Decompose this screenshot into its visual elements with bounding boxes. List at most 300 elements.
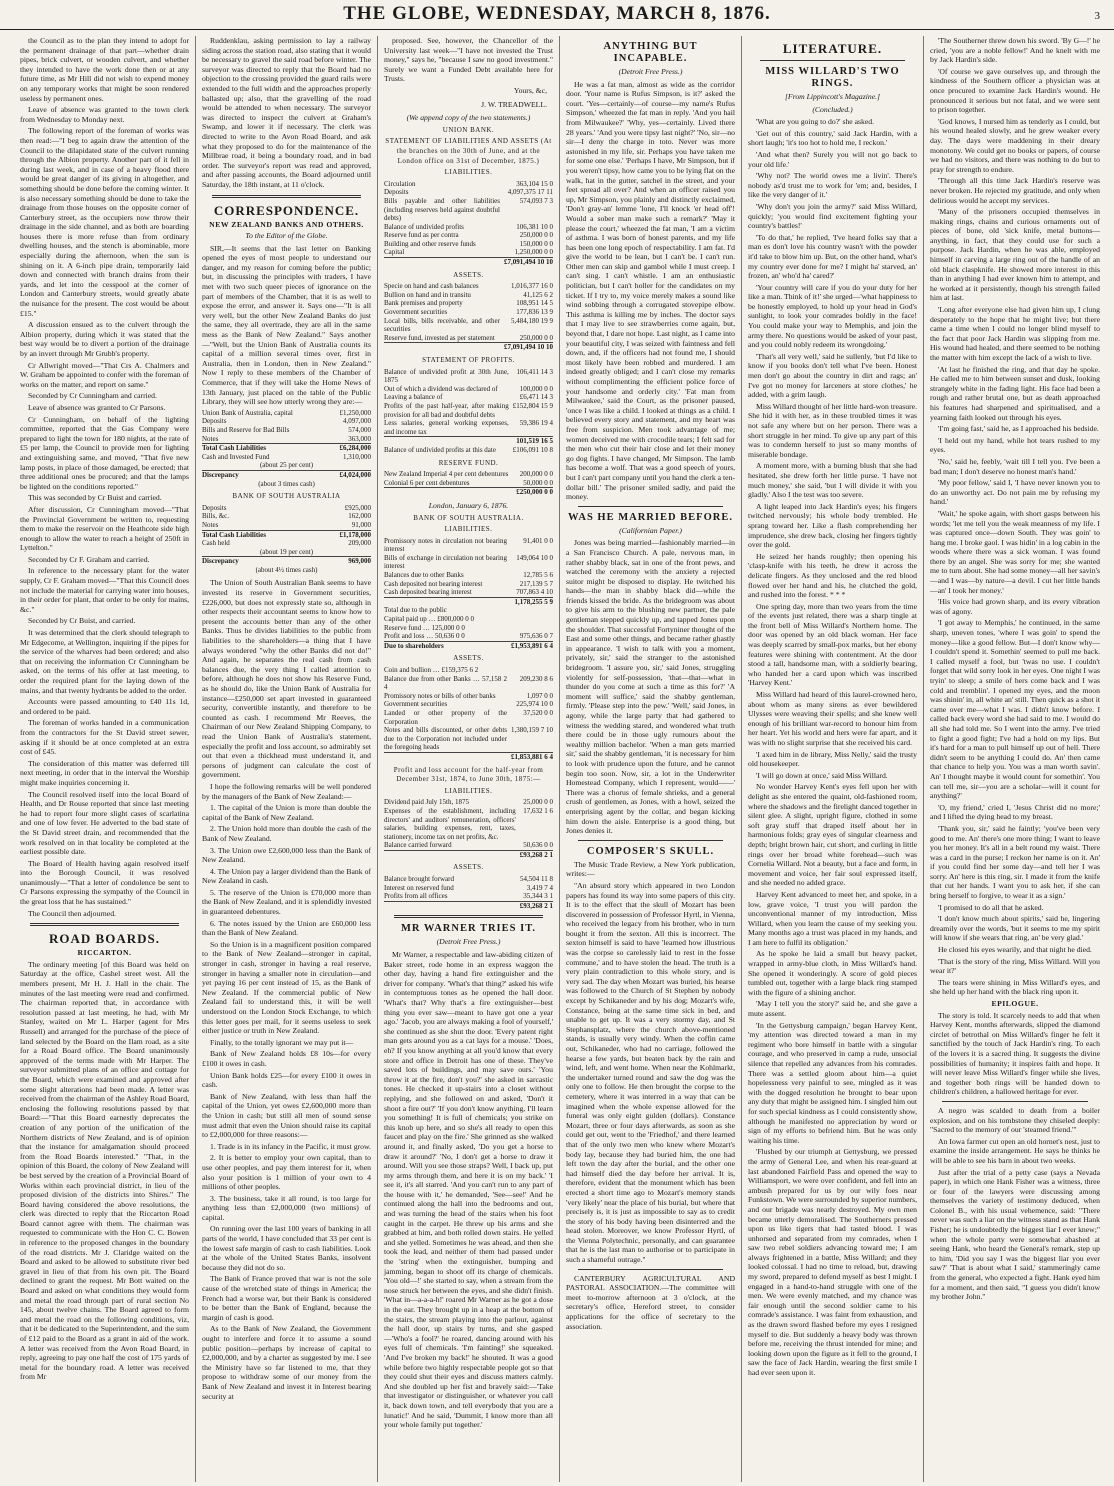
miscellany <box>930 1106 1100 1302</box>
paragraph: The consideration of this matter was deferred till next meeting, in order that in the interval the Worship might make inquiries concerning it. <box>20 758 189 787</box>
table-row <box>384 571 553 580</box>
table-cell: Balances due to other Banks <box>384 571 464 580</box>
paragraph: This was seconded by Cr Buist and carried. <box>28 493 162 503</box>
table-cell: 17,632 1 6 <box>523 806 553 815</box>
paragraph: 'No,' said he, feebly, 'wait till I tell you. I've been a bad man; I don't deserve no honest man's hand.' <box>930 456 1100 476</box>
table-note: (about 3 times cash) <box>258 479 315 488</box>
table-row <box>384 884 553 893</box>
table-note: (about 25 per cent) <box>259 461 314 470</box>
paragraph: 'I got away to Memphis,' he continued, in the same sharp, uneven tones, 'where I was goin' to spend the money—like a good fellow. But—I don't know why—I couldn't spend it. Somethin' seemed to pull me back. I called myself a fool, but 'twas no use. I couldn't forget that wild sorry look in her eyes. One night I was tryin' to sleep; a smile of hers come back and I was cold and tremblin'. I opened my eyes, and the moon was shinin' in, all white an' still. Then quick as a shot it came over me—what I was. I didn't know before. I called back every word she had said to me. I would do all she had told me. So I went into the army. I've tried to fight a good fight; I've had a hold on my lips. But it's hard for a man to pull himself up out of hell. There didn't seem to be anything I could do. An' then came that chance to help you. You was a man worth savin'. An' I thought maybe it would count for somethin'. You can tell me, sir—you are a scholar—will it count for anything?' <box>930 618 1100 801</box>
table-row <box>384 624 553 633</box>
story-source: [From Lippincott's Magazine.] <box>784 92 881 101</box>
table-cell: Notes and bills discounted, or other debts due to the Corporation not included under the foregoing heads <box>384 726 507 752</box>
table-cell: Dividend paid July 15th, 1875 <box>384 798 469 807</box>
divider <box>212 195 361 198</box>
bank-south-australia-table <box>202 504 371 575</box>
sa-profit-loss-table <box>384 798 553 859</box>
table-cell: £1,178,000 <box>311 530 371 539</box>
table-cell: 150,000 0 0 <box>519 239 553 248</box>
paragraph: 'That's all very well,' said he sullenly, 'but I'd like to know if you books don't tell what I've been. Honest men don't go about the country in dirt and rags; an' I've got no money for larceners at store clothes,' he added, with a grim laugh. <box>748 351 917 400</box>
paragraph: Accounts were passed amounting to £40 11s 1d, and ordered to be paid. <box>20 697 189 716</box>
letter-body <box>202 244 371 407</box>
union-bank-table <box>202 409 371 488</box>
paragraph: Ruddenklau, asking permission to lay a railway siding across the station road, also stating that it would be necessary to gravel the said road before winter. The surveyor was directed to reply that the Board had no objection to the crossing provided the guard rails were extended to the full width and the approaches properly ballasted up; also, that the gravelling of the road would be attended to when necessary. The surveyor was directed to inspect the culvert at Graham's Swamp, and lower it if necessary. The clerk was directed to write to the Avon Road Board, and ask what they proposed to do for the maintenance of the Millbrae road, it being a boundary road, and in bad order. The surveyor's report was read and approved, and after passing accounts, the Board adjourned until Saturday, the 18th instant, at 11 o'clock. <box>202 36 371 189</box>
paragraph: 'I axed him in de library, Miss Nelly,' said the trusty old housekeeper. <box>748 749 917 769</box>
paragraph: Miss Willard thought of her little hard-won treasure. She hid it with her, as in these troubled times it was not safe any where but on her person. There was a short struggle in her mind. To give up any part of this was to condemn herself to just so many months of miserable bondage. <box>748 401 917 459</box>
paragraph: The Bank of France proved that war is not the sole cause of the wretched state of things in America; the French had a worse war, but their Bank is considered to be better than the Bank of England, because the margin of cash is good. <box>202 1274 371 1322</box>
table-cell: Less salaries, general working expenses, and income tax <box>384 419 509 436</box>
letter-conclusion <box>384 36 553 84</box>
table-row <box>384 588 553 597</box>
table-total: £93,268 2 1 <box>494 901 553 910</box>
paragraph: As to the Bank of New Zealand, the Government ought to interfere and force it to assume a sound public position—perhaps by increase of capital to £2,000,000, and by a charter as suggested by me. I see the Ministry have so far listened to me, that they propose to withdraw some of our money from the Bank of New Zealand and invest it in Interest bearing security at <box>202 1324 371 1401</box>
table-cell: 106,411 14 3 <box>516 367 553 376</box>
table-cell: 969,000 <box>311 557 371 566</box>
paragraph: 2. The Union hold more than double the cash of the Bank of New Zealand. <box>202 824 371 843</box>
table-cell: Balance of undivided profits <box>384 222 464 231</box>
section-title-correspondence: CORRESPONDENCE. <box>213 202 360 218</box>
table-cell: Total due to the public <box>384 606 447 615</box>
table-row <box>384 700 553 709</box>
table-row <box>384 334 553 343</box>
paragraph: Jones was being married—fashionably married—in a San Francisco Church. A pale, nervous man, in rather shabby black, sat in one of the front pews, and watched the ceremony with the anxiety a rejected suitor might be disposed to display. He twitched his hands—the man in shabby black did—while the friends kissed the bride. As the bridegroom was about to give his arm to the blushing new partner, the pale gentleman stepped quickly up, and tapped Jones upon the shoulder. That successful Fortyniner thought of the East and some other things, and became rather ghastly in appearance. 'I wish to talk with you a moment, privately, sir,' said the stranger to the astonished bridegroom. 'I assure you, sir,' said Jones, struggling violently for self-possession, 'that—that—what in thunder do you come at such a time as this for?' 'A moment will suffice,' said the shabby gentleman, firmly. 'Please step into the pew.' 'Well,' said Jones, in agony, while the large party that had gathered to witness the wedding stared, and wondered what truth there could be in those ugly rumours about the wealthy million bachelor. 'When a man gets married sir,' said the shabby gentleman, 'it is necessary for him to look with prudence upon the future, and he cannot begin too soon. Now, sir, a lot in the Underwriter Homestead Company, which I represent, would——' There was a chorus of female shrieks, and a general crush of gentlemen, as Jones, with a howl, seized the enterprising agent by the collar, and began kicking him down the aisle. Enterprise is a good thing, but Jones denies it. <box>566 538 735 836</box>
paragraph: On running over the last 100 years of banking in all parts of the world, I have concluded that 33 per cent is the lowest safe margin of cash to cash liabilities. Look at the whole of the United States Banks, insolvent because they did not do so. <box>202 1224 371 1272</box>
paragraph: 'God knows, I nursed him as tenderly as I could, but his wound healed slowly, and he grew weaker every day. The days were maddening in their dreary monotony. We could get no books or papers, of course we had no visitors, and there was nothing to do but to pray for strength to endure. <box>930 116 1100 174</box>
article-source: (Detroit Free Press.) <box>436 937 501 947</box>
paragraph: 'Long after everyone else had given him up, I clung desperately to the hope that he might live; but there came a time when I could no longer blind myself to the fact that poor Jack Hardin was slipping from me. His wound had healed, and there seemed to be nothing the matter with him except the lack of a wish to live. <box>930 305 1100 362</box>
paragraph: The Union of South Australian Bank seems to have invested its reserve in Government securities, £226,000, but does not expressly state so, although in other respects their accountant seems to know how to present the accounts better than any of the other Banks. Thus he divides liabilities to the public from liabilities to the shareholders—a thing that I have always wondered "why the other Banks did not do!" And again, he separates the real cash from cash balances due, the very thing I called attention to before, although he does not show his Reserve Fund, as he should do, like the Union Bank of Australia for instance—£250,000 set apart invested in guaranteed security, convertible instantly, and therefore to be counted as cash. I recommend Mr Reeves, the Chairman of our New Zealand Shipping Company, to read the Union Bank of Australia's statement, especially the profit and loss account, so admirably set out that even a thickhead must understand it, and persons of judgment can calculate the cost of government. <box>202 578 371 780</box>
paragraph: 'To do that,' he replied, 'I've heard folks say that a man es don't love his country wasn't with the powder it'd take to blow him up. But, on the other hand, what's my country ever done for me? I might ha' starved, an' frozen, an' who'd ha' cared?' <box>748 232 917 281</box>
paragraph: A discussion ensued as to the culvert through the Albion property, during which it was stated that the best way would be to divert a portion of the drainage by an invert through Mr Grubb's property. <box>20 320 189 358</box>
table-cell: 177,836 13 9 <box>516 308 553 317</box>
paragraph: Cr Cunningham, on behalf of the lighting committee, reported that the Gas Company were prepared to light the town for 180 nights, at the rate of £5 per lamp, the Council to provide men for lighting and extinguishing same, and moved, "That five new lamp posts, in place of those damaged, be erected; that three additional ones be procured; and that the lamps be lighted on the conditions reported." <box>20 414 189 491</box>
table-cell: Profit and loss … 50,636 0 0 <box>384 632 465 641</box>
riccarton-continued <box>202 36 371 190</box>
paragraph: SIR,—It seems that the last letter on Banking opened the eyes of most people to understand our danger, and my reason for coming before the public; but, in discussing the principles with traders, I have met with two such queer pieces of ignorance on the part of members of the Chamber, that it is as well to expose the error, and answer it. Says one—"It is all very well, but the other New Zealand Banks do just the same, they all overtrade, they are all in the same mess as the Bank of New Zealand." Says another—"Well, but the Union Bank of Australia counts its capital of a million several times over, first in Australia, then in London, then in New Zealand." Now I reply to these members of the Chamber of Commerce, that if they will take the Home News of 13th January, just placed on the table of the Public Library, they will see how utterly wrong they are:— <box>202 243 371 407</box>
table-cell: 225,974 10 0 <box>516 700 553 709</box>
table-cell: 50,636 0 0 <box>523 841 553 850</box>
article-body-incapable <box>566 80 735 502</box>
table-row <box>384 709 553 726</box>
table-cell: Reserve fund as per contra <box>384 231 459 240</box>
table-cell: Deposits <box>202 417 227 426</box>
paragraph: 5. The reserve of the Union is £70,000 more than the Bank of New Zealand, and it is splendidly invested in guaranteed debentures. <box>202 887 371 917</box>
paragraph: 'His voice had grown sharp, and its every vibration was of agony. <box>930 597 1100 616</box>
paragraph: 3. The business, take it all round, is too large for anything less than £2,000,000 (two millions) of capital. <box>202 1193 371 1222</box>
union-liabilities-table <box>384 180 553 267</box>
column-3 <box>378 36 560 1482</box>
divider <box>578 1269 723 1270</box>
news-notice <box>566 1274 735 1332</box>
paragraph: 2. It is better to employ your own capital, than to use other peoples, and pay them interest for it, when also your position is 1 million of your own to 4 millions of other peoples. <box>202 1153 371 1192</box>
table-row <box>384 299 553 308</box>
paragraph: 'May I tell you the story?' said he, and she gave a mute assent. <box>748 999 917 1019</box>
table-cell: Deposits <box>202 503 227 512</box>
article-source: (Detroit Free Press.) <box>618 67 683 76</box>
paragraph: Finally, to the totally ignorant we may put it— <box>210 1037 354 1047</box>
table-heading: LIABILITIES. <box>444 525 493 534</box>
paragraph: Leave of absence was granted to Cr Parsons. <box>28 402 166 412</box>
article-title-skull: COMPOSER'S SKULL. <box>586 845 715 857</box>
table-cell: Due to shareholders <box>384 641 507 650</box>
statement-date: London, January 6, 1876. <box>428 500 509 510</box>
paragraph: 6. The notes issued by the Union are £60,000 less than the Bank of New Zealand. <box>202 918 371 938</box>
table-row <box>384 554 553 571</box>
table-row <box>202 512 371 521</box>
table-row <box>384 479 553 488</box>
table-row <box>202 417 371 426</box>
paragraph: 'Get out of this country,' said Jack Hardin, with a short laugh; 'it's too hot to hold me, I reckon.' <box>748 128 917 148</box>
paragraph: 'At last he finished the ring, and that day he spoke. He called me to him between sunset and dusk, looking strangely white in the fading light. His face had been a rough and rather brutal one, but as death approached his features had sharpened and spiritualised, and a yearning faith looked out through his eyes. <box>930 364 1100 422</box>
table-heading: ASSETS. <box>453 270 484 279</box>
table-cell: Circulation <box>384 179 416 188</box>
table-cell: Building and other reserve funds <box>384 239 476 248</box>
paragraph: 'I'm going fast,' said he, as I approached his bedside. <box>938 424 1099 434</box>
divider <box>578 840 723 841</box>
paragraph: Bank of New Zealand holds £8 10s—for every £100 it owes in cash. <box>202 1049 371 1068</box>
table-cell: £1,250,000 <box>339 408 371 417</box>
table-cell: Expenses of the establishment, including directors' and auditors' remuneration, officers' salaries, building expenses, rent, taxes, stationery, income tax on net profits, &c. <box>384 806 516 841</box>
table-cell: Notes <box>202 520 219 529</box>
table-cell: 149,064 10 0 <box>516 553 553 562</box>
table-cell: 91,000 <box>351 520 371 529</box>
table-cell: Notes <box>202 434 219 443</box>
table-cell: Promissory notes in circulation not bearing interest <box>384 536 507 554</box>
article-title-incapable: ANYTHING BUT INCAPABLE. <box>603 41 698 64</box>
table-note: (about 19 per cent) <box>259 547 314 556</box>
column-1 <box>14 36 196 1482</box>
paragraph: CANTERBURY AGRICULTURAL AND PASTORAL ASSOCIATION.—The committee will meet to-morrow afternoon at 3 o'clock, at the secretary's office, Hereford street, to consider applications for the office of secretary to the association. <box>566 1273 735 1331</box>
union-reserve-table <box>384 470 553 497</box>
table-row <box>202 504 371 513</box>
riccarton-report <box>20 960 189 1382</box>
table-cell: Cash held <box>202 539 230 548</box>
table-cell: Government securities <box>384 700 448 709</box>
paragraph: Mr Warner, a respectable and law-abiding citizen of Baker street, rode home in an express waggon the other day, having a hand fire extinguisher and the driver for company. 'What's that thing?' asked his wife in contemptuous tones as he opened the hall door. 'What's that? Why that's a fire extinguisher—best thing you ever saw—meant to have got one a year ago.' 'Jacob, you are always making a fool of yourself,' she continued as she shut the door. 'Every patent right man gets around you as a cat lays for a mouse.' 'Does, eh? If you know anything at all you'd know that every store and office in Detroit has one of these. They've saved lots of buildings, and may save ours.' 'You throw it at the fire, don't you?' she asked in sarcastic tones. He checked it up-stairs into a closet without replying, and she followed on and asked, 'Don't it shoot a fire out?' 'If you don't know anything, I'll learn you something! It is full of chemicals; you strike on this knob up here, and so she's all ready to open this faucet and play on the fire.' She grinned as she walked around it, and finally asked, 'Do you get a horse to draw it around?' 'No, I don't get a horse to draw it around. Will you see those straps? Well, I back up, put my arms through them, and here it is on my back.' 'I see it, it's all starred. 'And you can't run to any part of the house with it,' he demanded, 'See—see!' And he continued along the hall into the bedrooms and out, and was turning the head of the stairs when his foot caught in the carpet. He threw up his arms and she grabbed at him, and both rolled down stairs. He yelled and she yelled. Sometimes he was ahead, and then she took the lead, and neither of them had passed under the 'string' when the extinguisher, bumping and jamming, began to shoot off its charge of chemicals. 'You old—!' she started to say, when a stream from the nose struck her between the eyes, and she didn't finish. 'What in—a-a-a-h!' roared Mr Warner as he got a dose in the ear. They brought up in a heap at the bottom of the stairs, the stream playing into the parlour, against the hall door, up stairs by turns, and she gasped—'Who's a fool?' he roared, dancing around with his eyes full of chemicals. 'I'm fainting!' she squeaked. 'And I've broken my back!' he shouted. It was a good while before two highly respectable people got so that they could shut their eyes and discuss matters calmly. And she doubled up her fist and bravely said:—'Take that investigator or distinguisher, or whatever you call it, back down town, and tell everybody that you are a lunatic!' And he said, 'Dummit, I know more than all your whole family put together.' <box>384 950 553 1430</box>
table-cell: 162,000 <box>348 512 371 521</box>
table-cell <box>507 615 553 624</box>
paragraph: 3. The Union owe £2,600,000 less than the Bank of New Zealand. <box>202 845 371 865</box>
paragraph: The Board of Health having again resolved itself into the Borough Council, it was resolved unanimously—"That a letter of condolence be sent to Cr Parsons expressing the sympathy of the Council in the great loss that he has sustained." <box>20 858 189 907</box>
story-continuation: (Concluded.) <box>812 104 853 114</box>
table-cell: Discrepancy <box>202 557 311 566</box>
statement-title: BANK OF SOUTH AUSTRALIA. <box>413 513 524 522</box>
table-cell: £152,804 15 9 <box>512 401 553 410</box>
paragraph: 'Your country will care if you do your duty for her like a man. Think of it!' she urged—'what happiness to be honestly employed, to hold up your head in God's sunlight, to look your comrades boldly in the face! You could make your way to Memphis, and join the army there. No questions would be asked of your past, and you could nobly redeem its wrongdoing.' <box>748 282 917 350</box>
table-cell: Cash deposited bearing interest <box>384 588 472 597</box>
paragraph: 'I held out my hand, while hot tears rushed to my eyes. <box>930 435 1100 455</box>
article-source: (Californian Paper.) <box>619 525 682 535</box>
paragraph: The foreman of works handed in a communication from the contractors for the St David street sewer, asking if it should be at once completed at an extra cost of £45. <box>20 718 189 757</box>
table-heading: BANK OF SOUTH AUSTRALIA <box>232 492 341 501</box>
table-cell: 975,636 0 7 <box>519 632 553 641</box>
table-cell: 1,097 0 0 <box>526 691 553 700</box>
table-row <box>384 892 553 901</box>
table-cell: Reserve fund … 125,000 0 0 <box>384 623 465 632</box>
paragraph: One spring day, more than two years from the time of the events just related, there was a sharp tingle at the front bell of Miss Willard's Northern home. The door was opened by an old black woman. Her face was deeply scarred by small-pox marks, but her ebony features were shining with contentment. At the door stood a tall, handsome man, with a soldierly bearing, who handed her a card upon which was inscribed 'Harvey Kent.' <box>748 601 917 688</box>
sa-profit-loss-assets-table <box>384 875 553 910</box>
table-row <box>384 308 553 317</box>
table-row <box>384 675 553 692</box>
paragraph: 'I promised to do all that he asked. <box>938 902 1044 912</box>
paragraph: 1. The capital of the Union is more than double the capital of the Bank of New Zealand. <box>202 803 371 822</box>
table-cell: 363,104 15 0 <box>516 179 553 188</box>
table-row <box>384 692 553 701</box>
table-cell <box>507 666 553 675</box>
section-subtitle-riccarton: RICCARTON. <box>77 948 132 958</box>
paragraph: 'I will go down at once,' said Miss Willard. <box>756 770 888 780</box>
table-cell: 1,016,377 16 0 <box>511 282 553 291</box>
paragraph: He closed his eyes wearily, and that night he died. <box>938 945 1092 955</box>
table-row <box>384 875 553 884</box>
table-cell: £4,024,000 <box>323 470 371 479</box>
table-cell: Bills of exchange in circulation not bearing interest <box>384 553 507 571</box>
paragraph: Union Bank holds £25—for every £100 it owes in cash. <box>202 1070 371 1090</box>
table-cell: 250,000 0 0 <box>519 231 553 240</box>
table-row <box>384 317 553 334</box>
table-cell: Balance of undivided profits at this date <box>384 445 496 454</box>
section-title-literature: LITERATURE. <box>782 41 883 56</box>
paragraph: After discussion, Cr Cunningham moved—"That the Provincial Government be written to, requesting them to make the reservoir on the Heathcote side high enough to allow the water to reach a height of 250ft in Lyttelton." <box>20 504 189 553</box>
table-cell: 200,000 0 0 <box>519 470 553 479</box>
table-cell: Bills and Reserve for Bad Bills <box>202 425 290 434</box>
story-title: MISS WILLARD'S TWO RINGS. <box>765 66 900 89</box>
table-cell: Union Bank of Australia, capital <box>202 408 293 417</box>
table-row <box>384 632 553 641</box>
table-cell: 108,951 14 5 <box>516 299 553 308</box>
column-4 <box>560 36 742 1482</box>
article-title-married: WAS HE MARRIED BEFORE. <box>568 511 733 523</box>
table-row <box>384 402 553 419</box>
table-row <box>202 435 371 444</box>
table-cell: Balance carried forward <box>384 841 452 850</box>
table-cell <box>507 624 553 633</box>
table-cell: 106,381 10 0 <box>516 222 553 231</box>
table-cell: Coin and bullion … £159,375 6 2 <box>384 666 479 674</box>
table-cell: Bills, &c. <box>202 512 230 521</box>
table-row <box>384 240 553 249</box>
column-2 <box>196 36 378 1482</box>
page-number: 3 <box>1094 10 1100 22</box>
paragraph: So the Union is in a magnificent position compared to the Bank of New Zealand—stronger in capital, stronger in cash, stronger in having a real reserve, stronger in having a smaller note in circulation—and yet paying 16 per cent instead of 15, as the Bank of New Zealand. If the commercial public of New Zealand fail to understand this, it will be well understood on the London Stock Exchange, to which this letter goes per mail, for it seems useless to seek either justice or truth in New Zealand. <box>202 939 371 1036</box>
table-total: 1,178,255 5 9 <box>507 597 553 606</box>
paragraph: 1. Trade is in its infancy in the Pacific, it must grow. <box>210 1141 371 1151</box>
paragraph: The following report of the foreman of works was then read:—"I beg to again draw the attention of the Council to the dilapidated state of the culvert running through the Albion property. Another part of it fell in during last week, and in case of a heavy flood there would be great danger of its giving in altogether, and something should be done before the coming winter. It is also necessary something should be done to take the drainage from those houses on the opposite corner of Canterbury street, as the occupiers now throw their drainage in the side channel, and as both are boarding houses there is more refuse than from ordinary dwelling houses, and the stench is abominable, more especially during the afternoon, when the sun is shining on it. A 6-inch pipe drain, temporarily laid down and connected with branch drains from their yards, and let into the cesspool at the corner of London and Canterbury streets, would greatly abate the nuisance for the present. The cost would be about £15." <box>20 126 189 318</box>
table-cell: 3,419 7 4 <box>526 883 553 892</box>
paragraph: "An absurd story which appeared in two London papers has found its way into some papers of this city. It is to the effect that the skull of Mozart has been discovered in possession of Professor Hyrtl, in Vienna, who received the legacy from his brother, who in turn bought it from the sexton. All this is incorrect. The sexton himself is said to have 'learned how illustrious was the corpse so carelessly laid to rest in the fosse commune,' and to have stolen the head. The truth is a very plain contradiction to this whole story, and is very sad. The day when Mozart was buried, his hearse was followed to the Church of St Stephen by nobody except by Schikaneder and by his dog; Mozart's wife, Constance, being at the same time sick in bed, and unable to get up. It was a very stormy day, and St Stephansplatz, where the church above-mentioned stands, is usually very windy. When the coffin came out, Schikaneder, who had no carriage, followed the hearse a few yards, but beaten back by the rain and wind, left, and went home. When near the Kohlmarkt, the undertaker turned round and saw the dog was the only one to follow. He then brought the corpse to the cemetery, where it was interred in a way that can be imagined when the whole expense allowed for the funeral was only eight gulden (dollars). Constance Mozart, three or four days afterwards, as soon as she could get out, went to the 'Friedhof,' and there learned that of the only two men who knew where Mozart's body lay, because they had buried him, the one had left town the day after the burial, and the other one had himself died the day before her arrival. It is, therefore, evident that the monument which has been erected a short time ago to Mozart's memory stands 'very likely' near the place of his burial, but where that precisely is, it is just as impossible to say as to credit the story of his body having been disinterred and the head stolen. Moreover, we know Professor Hyrtl, of the Vienna Polytechnic, personally, and can guarantee that he is the last man to authorise or to participate in such a shameful outrage." <box>566 880 735 1265</box>
table-cell: 25,000 0 0 <box>523 798 553 807</box>
paragraph: 'What are you going to do?' she asked. <box>756 117 875 127</box>
table-row <box>384 197 553 223</box>
table-cell: Profits of the past half-year, after making provision for all bad and doubtful debts <box>384 401 509 419</box>
table-cell: £6,284,000 <box>323 444 371 453</box>
table-row <box>384 231 553 240</box>
table-cell: Deposits <box>384 188 409 197</box>
table-heading: LIABILITIES. <box>444 168 493 177</box>
paragraph: A negro was scalded to death from a boiler explosion, and on his tombstone they chiseled deeply: "Sacred to the memory of our 'steamed friend.'" <box>930 1105 1100 1135</box>
paragraph: 'Thank you, sir,' said he faintly; 'you've been very good to me. An' there's one more thing; I want to leave you her money. It's all in a belt round my waist. There was a card in the purse; I reckon her name is on it. An' if you could find her some day—and tell her I was sorry. An' here is this ring, sir. I made it from the knife that cut her hands. I want you to ask her, if she can bring herself to forgive, to wear it as a sign.' <box>930 823 1100 901</box>
union-profits-table <box>384 368 553 455</box>
column-6 <box>924 36 1106 1482</box>
table-cell: Cash deposited not bearing interest <box>384 579 483 588</box>
table-row <box>202 426 371 435</box>
table-note: (about 4½ times cash) <box>255 565 318 574</box>
table-row <box>384 807 553 841</box>
paragraph: 'Of course we gave ourselves up, and through the kindness of the Southern officer a physician was at once procured to examine Jack Hardin's wound. He pronounced it serious but not fatal, and we were sent to prison together. <box>930 66 1100 115</box>
paragraph: No wonder Harvey Kent's eyes fell upon her with delight as she entered the quaint, old-fashioned room, where the shadows and the firelight danced together in silent glee. A slight, upright figure, clothed in some soft gray stuff that draped itself about her in harmonious folds; gray eyes of singular clearness and depth; bright brown hair, cut short, and curling in little rings over her broad white forehead—such was Cornelia Willard. Not a beauty, but a face and form, in movement and voice, her fair soul expressed itself, and she needed no added grace. <box>748 782 917 888</box>
paragraph: 'Flushed by our triumph at Gettysburg, we pressed the army of General Lee, and when his rear-guard at last abandoned Fairfield Pass and opened the way to Williamsport, we were over confident, and fell into an ambush prepared for us by our wily foes near Funkstown. We were surrounded by superior numbers, and our brigade was nearly destroyed. My own men became utterly demoralised. The Southerners pressed upon us like tigers that had tasted blood. I was unhorsed and separated from my comrades, when I saw two rebel soldiers advancing toward me; I am always frightened in a battle, Miss Willard; and they looked colossal. I had no time to reload, but, drawing my sword, prepared to defend myself as best I might. I engaged in a hand-to-hand struggle with one of the men. We were evenly matched, and my chance was fair enough until the second soldier came to his comrade's assistance. I was faint from exhaustion, and as the drawn sword flashed before my eyes I resigned myself to die. But suddenly a heavy body was thrown before me, receiving the thrust intended for mine; and looking down upon the figure as it fell to the ground, I saw the face of Jack Hardin, wearing the first smile I had ever seen upon it. <box>748 1147 917 1377</box>
paragraph: The Council resolved itself into the local Board of Health, and Dr Rouse reported that since last meeting he had to report four more slight cases of scarlatina and one of low fever. He adverted to the bad state of the St David street drain, and recommended that the work resolved on in that locality be completed at the earliest possible date. <box>20 789 189 857</box>
paragraph: A light leaped into Jack Hardin's eyes; his fingers twitched nervously; his whole body trembled. He sprang toward her. Like a flash comprehending her imprudence, she drew back, closing her fingers tightly over the gold. <box>748 501 917 550</box>
table-heading: LIABILITIES. <box>444 786 493 795</box>
table-cell: Balance of undivided profit at 30th June, 1875 <box>384 367 509 385</box>
paragraph: An Iowa farmer cut open an old hornet's nest, just to examine the inside arrangement. He says he thinks he will be able to see his barn in about two weeks. <box>930 1136 1100 1165</box>
letter-title: NEW ZEALAND BANKS AND OTHERS. <box>209 219 364 229</box>
letter-closing: Yours, &c, <box>513 85 547 95</box>
table-heading: ASSETS. <box>453 654 484 663</box>
table-cell: £1,953,891 6 4 <box>507 641 553 650</box>
statement-subtitle: STATEMENT OF LIABILITIES AND ASSETS (At the branches on the 30th of June, and at the London office on 31st of December, 1875.) <box>385 137 552 165</box>
table-cell: 209,000 <box>348 539 371 548</box>
table-cell <box>507 606 553 615</box>
table-row <box>384 248 553 257</box>
masthead <box>0 0 1114 30</box>
table-cell: Total Cash Liabilities <box>202 444 323 453</box>
story-body-continued <box>930 36 1100 997</box>
paragraph: In reference to the necessary plant for the water supply, Cr F. Graham moved—"That this Council does not include the material for carrying water into houses, in their order for plant, that order to be only for mains, &c." <box>20 566 189 614</box>
paragraph: The Council then adjourned. <box>28 908 116 918</box>
paragraph: It was determined that the clerk should telegraph to Mr Edgecome, at Wellington, inquiring if the pipes for the service of the wharves had been ordered; and also that on receiving the information Cr Cunningham be asked, on the terms of his offer at last meeting, to order the required plant for the laying down of the mains, and that twenty hydrants be added to the order. <box>20 628 189 695</box>
table-cell: 1,310,000 <box>343 452 371 461</box>
paragraph: Leave of absence was granted to the town clerk from Wednesday to Monday next. <box>20 105 189 124</box>
table-heading: RESERVE FUND. <box>438 458 499 467</box>
paragraph: 'Why don't you join the army?' said Miss Willard, quickly; 'you would find excitement fighting your country's battles!' <box>748 201 917 231</box>
paragraph: The ordinary meeting [of this Board was held on Saturday at the office, Cashel street west. All the members present, Mr H. J. Hall in the chair. The minutes of the last meeting were read and confirmed. The chairman reported that, in accordance with resolution passed at last meeting, he had, with Mr Stanley, waited on Mr L. Harper (agent for Mrs Russell) and arranged for the purchase of the piece of land selected by the Board on the Ilam road, as a site for a Road Board office. The Board unanimously approved of the terms made with Mr Harper. The surveyor submitted plans of an office and cottage for the Board, which were examined and approved after some slight alterations had been made. A letter was received from the chairman of the Ashley Road Board, enclosing the following resolutions passed by that Board:—"That this Board earnestly deprecates the creation of any portion of the unification of the Northern districts of New Zealand, and is of opinion that the instance for amalgamation should proceed from the Road Boards interested." "That, in the opinion of this Board, the colony of New Zealand will be best served by the creation of a Provincial Board of Works within each provincial district, in lieu of the proposed division of the districts into Shires." The Board having considered the above resolutions, the clerk was directed to reply that the Riccarton Road Board cannot agree with them. The chairman was requested to communicate with the Hon C. C. Bowen in reference to the proposed changes in the boundary of the road districts. Mr J. Claridge waited on the Board and asked to be allowed to substitute river bed gravel in lieu of that from his own pit. The Board declined to grant the request. Mr Bott waited on the Board and asked on what conditions they would form and metal the road through part of rural section No 145, about twelve chains. The Board agreed to form and metal the road on the following conditions, viz, that it be dedicated to the Superintendent, and the sum of £12 paid to the Board as a grant in aid of the work. A letter was received from the Avon Road Board, in reply, agreeing to pay one half the cost of 175 yards of metal for the boundary road. A letter was received from Mr <box>20 959 189 1382</box>
paragraph: A moment more, with a burning blush that she had hesitated, she drew forth her little purse. 'I have not much money,' she said, 'but I will divide it with you gladly.' Also I the test was too severe. <box>748 461 917 500</box>
paragraph: Seconded by Cr F. Graham and carried. <box>28 554 150 564</box>
paragraph: 'O, my friend,' cried I, 'Jesus Christ did no more;' and I lifted the dying head to my breast. <box>930 802 1100 822</box>
table-cell: 37,520 0 0 <box>523 708 553 717</box>
paragraph: proposed. See, however, the Chancellor of the University last week—"I have not invested the Trust money," says he, "because I saw no good investment." Surely we want a Funded Debt available here for Trusts. <box>384 36 553 84</box>
table-cell: £6,471 14 3 <box>519 393 553 402</box>
section-title-road-boards: ROAD BOARDS. <box>49 931 160 947</box>
table-cell: 574,000 <box>348 425 371 434</box>
table-row <box>384 393 553 402</box>
letter-addressee: To the Editor of the Globe. <box>245 231 328 241</box>
table-cell: 41,125 6 2 <box>523 290 553 299</box>
table-row <box>384 606 553 615</box>
column-5 <box>742 36 924 1482</box>
table-cell: £925,000 <box>344 503 371 512</box>
table-total: £250,000 0 0 <box>511 488 553 497</box>
paragraph: He was a fat man, almost as wide as the corridor door. 'Your name is Rufus Simpson, is it?' asked the court. 'Yes—certainly—of course—my name's Rufus Simpson,' wheezed the fat man in reply. 'And you hail from Milwaukee?' 'Why, yes—certainly. Lived there 28 years.' 'And you were tipsy last night?' 'No, sir—no sir—I deny the charge in toto. Never was more astonished in my life, sir. Perhaps you have taken me for some one else.' 'Perhaps I have, Mr Simpson, but if you weren't tipsy, how came you to be lying flat on the walk, hat in the gutter, satchel in the street, and your feet spread all over? And when an officer raised you up, Mr Simpson, you plainly and distinctly exclaimed, 'Don't gray-an' lemme 'lone, I'll knock 'er head off'! Would a sober man make such a remark?' 'May it please the court,' wheezed the fat man, 'I am a victim of asthma. I was born of honest parents, and my life has been one long epoch of respectability. I am fat. I'd give the world to be lean, but I can't be. I can't run. Other men can skip and gambol while I must creep. I can't sing. I can't whistle. I am an enthusiastic politician, but I can't holler for the candidates on my ticket. If I try to, my voice merely makes a sound like wind sobbing through a corrugated stovepipe elbow. This asthma is killing me by inches. The doctor says that I may live to see strawberries come again, but, beyond that, I dare not hope. Last night, as I came into your beautiful city, I was seized with faintness and fell down, and, if the officers had not found me, I should most likely have been robbed and murdered. I am indeed greatly obliged; and I can't close my remarks without complimenting the efficient police force of your handsome and orderly city.' 'Fat man from Milwaukee,' said the Court, as the prisoner paused, 'once I was like a child. I looked at things as a child. I believed every story and statement, and my heart was free from suspicion. Men took advantage of me; women deceived me with crocodile tears; I felt sad for the men who cut their hair close and let their money go dog fights. I have changed, Mr Simpson. The lamb has become a wolf. That was a good speech of yours, but I can't part company until you hand the clerk a ten-dollar bill.' The prisoner smiled sadly, and paid the money. <box>566 79 735 502</box>
table-total: £7,091,494 10 10 <box>500 258 553 267</box>
table-row <box>384 180 553 189</box>
table-cell: 5,484,180 19 9 <box>511 316 553 325</box>
table-cell: 363,000 <box>348 434 371 443</box>
table-total: £7,091,494 10 10 <box>500 343 553 352</box>
table-row <box>384 537 553 554</box>
table-cell: Promissory notes or bills of other banks <box>384 691 496 700</box>
article-body-skull <box>566 860 735 1265</box>
table-cell: £106,091 10 8 <box>512 445 553 454</box>
paragraph: The story is told. It scarcely needs to add that when Harvey Kent, months afterwards, slipped the diamond circlet of betrothal on Miss Willard's finger he felt it sanctified by the touch of Jack Hardin's ring. To each of the lovers it is a sacred thing. It suggests the divine possibilities of humanity; it inspires faith and hope. It will never leave Miss Willard's finger while she lives, and together both rings will be handed down to children's children, a hallowed heritage for ever. <box>930 1010 1100 1097</box>
table-cell: Balance due from other Banks … 57,158 2 4 <box>384 674 507 692</box>
paragraph: 'My poor fellow,' said I, 'I have never known you to do an unworthy act. Do not pain me by refusing my hand.' <box>930 478 1100 507</box>
table-cell: Cash and Invested Fund <box>202 452 270 461</box>
table-cell: Leaving a balance of <box>384 393 443 402</box>
paragraph: The tears were shining in Miss Willard's eyes, and she held up her hand with the black ring upon it. <box>930 977 1100 997</box>
table-row <box>384 368 553 385</box>
table-cell: 59,386 19 4 <box>519 419 553 428</box>
table-cell: Total Cash Liabilities <box>202 530 311 539</box>
paragraph: 'Through all this time Jack Hardin's reserve was never broken. He rejected my gratitude, and only when delirious would he accept my services. <box>930 176 1100 205</box>
table-total: £1,853,881 6 4 <box>507 752 553 761</box>
article-body-warner <box>384 950 553 1430</box>
statement-title: UNION BANK. <box>442 125 495 134</box>
table-total: £93,268 2 1 <box>516 850 553 859</box>
letter-body-continued <box>202 578 371 1401</box>
table-cell: 250,000 0 0 <box>519 333 553 342</box>
columns <box>14 36 1106 1482</box>
table-cell: Bank premises and property <box>384 299 463 308</box>
paragraph: The Music Trade Review, a New York publication, writes:— <box>566 859 735 879</box>
table-cell: Discrepancy <box>202 470 323 479</box>
table-cell: Colonial 6 per cent debentures <box>384 478 470 487</box>
table-heading: STATEMENT OF PROFITS. <box>422 356 515 364</box>
paragraph: 4. The Union pay a larger dividend than the Bank of New Zealand in cash. <box>202 866 371 886</box>
divider <box>578 506 723 507</box>
table-cell: Specie on hand and cash balances <box>384 282 479 291</box>
council-report <box>20 36 189 918</box>
paragraph: the Council as to the plan they intend to adopt for the permanent drainage of that part—whether drain pipes, brick culvert, or wooden culvert, and whether they intended to have the work done then or at any future time, as Mr Hill did not wish to expend money on any temporary works that might be soon rendered useless by permanent ones. <box>20 36 189 103</box>
epilogue-title: EPILOGUE. <box>991 999 1039 1008</box>
table-row <box>384 580 553 589</box>
table-cell: 209,230 8 6 <box>519 674 553 683</box>
table-row <box>384 726 553 752</box>
paragraph: 'Why not? The world owes me a livin'. There's nobody as'd trust me to work for 'em; and, besides, I like the very danger of it.' <box>748 171 917 200</box>
table-cell: Local bills, bills receivable, and other securities <box>384 316 500 334</box>
table-cell: Profits from all offices <box>384 892 448 901</box>
table-cell: Interest on reserved fund <box>384 883 454 892</box>
table-cell: Capital paid up … £800,000 0 0 <box>384 615 475 624</box>
paragraph: Cr Allwright moved—"That Crs A. Chalmers and W. Graham be appointed to confer with the foreman of works on the matter, and report on same." <box>20 360 189 389</box>
sa-liabilities-table <box>384 537 553 651</box>
table-row <box>384 419 553 437</box>
table-cell: Bullion on hand and in transitu <box>384 290 471 299</box>
table-row <box>384 223 553 232</box>
divider <box>394 915 543 918</box>
table-cell: New Zealand Imperial 4 per cent debentures <box>384 470 509 479</box>
paragraph: 'I don't know much about spirits,' said he, lingering dreamily over the words, 'but it seems to me my spirit will know if she wears that ring, an' be very glad.' <box>930 914 1100 943</box>
table-cell: 4,097,375 17 11 <box>507 188 553 197</box>
table-cell: Balance brought forward <box>384 875 454 884</box>
table-row <box>384 798 553 807</box>
table-cell: 100,000 0 0 <box>519 384 553 393</box>
table-cell: 35,344 3 1 <box>523 892 553 901</box>
table-cell: 12,785 5 6 <box>523 571 553 580</box>
paragraph: As he spoke he laid a small but heavy packet, wrapped in army-blue cloth, in Miss Willard's hand. She opened it wonderingly. A score of gold pieces tumbled out, together with a large black ring stamped with the figure of a shining anchor. <box>748 949 917 997</box>
table-cell: 1,380,159 7 10 <box>511 726 553 735</box>
letter-signature: J. W. TREADWELL. <box>481 99 547 109</box>
table-row <box>384 282 553 291</box>
table-cell: Capital <box>384 248 405 257</box>
table-row <box>202 521 371 530</box>
page-title: THE GLOBE, WEDNESDAY, MARCH 8, 1876. <box>343 3 771 24</box>
table-cell: Out of which a dividend was declared of <box>384 384 498 393</box>
union-assets-table <box>384 282 553 352</box>
paragraph: Seconded by Cr Buist, and carried. <box>28 616 136 626</box>
